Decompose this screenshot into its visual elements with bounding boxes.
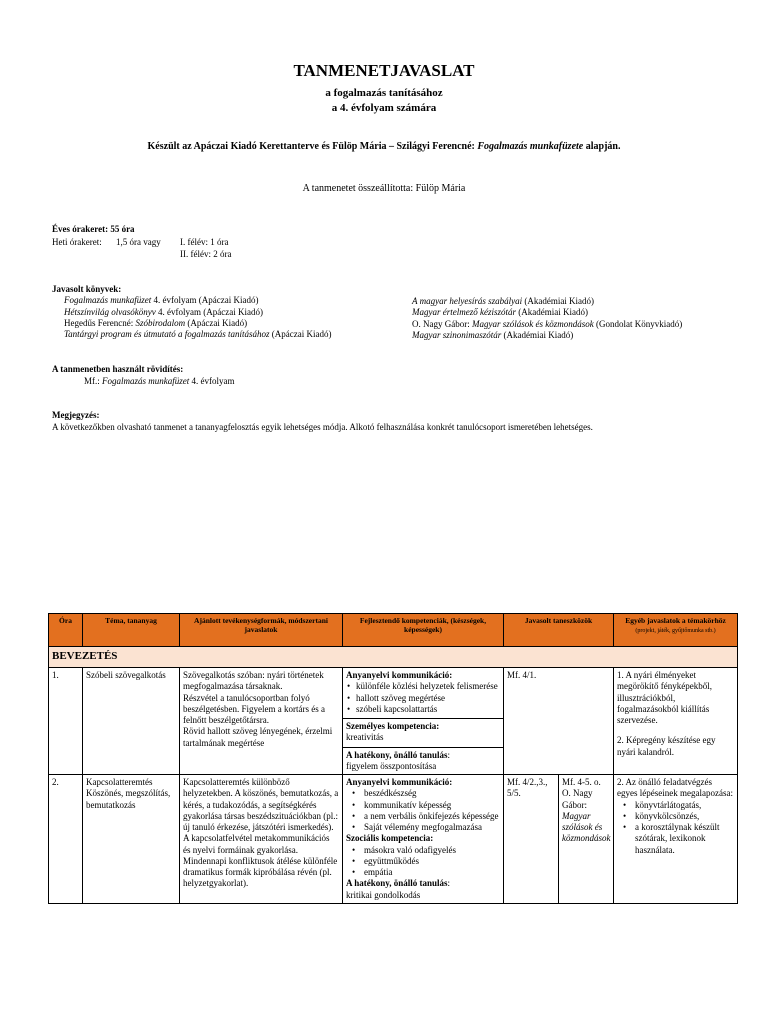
col-header-ajanlott: Ajánlott tevékenységformák, módszertani javaslatok bbox=[180, 614, 343, 647]
other-suggestion: 2. Az önálló feladatvégzés egyes lépéseinek megalapozása: bbox=[617, 777, 733, 799]
book-item bbox=[52, 307, 332, 318]
note-text: A következőkben olvasható tanmenet a tananyagfelosztás egyik lehetséges módja. Alkotó felhasználása konkrét tanulócsoport ismeretében lehetséges. bbox=[52, 422, 593, 432]
book-item bbox=[412, 319, 682, 330]
book-publisher: 4. évfolyam (Apáczai Kiadó) bbox=[155, 306, 263, 317]
book-publisher: (Akadémiai Kiadó) bbox=[515, 307, 588, 318]
competency-title-text: A hatékony, önálló tanulás bbox=[346, 878, 448, 889]
row-number: 2. bbox=[49, 775, 83, 904]
table-row bbox=[49, 668, 738, 775]
basis-suffix: alapján. bbox=[583, 141, 621, 152]
activity-text: Mindennapi konfliktusok átélése különféle dramatikus formák kipróbálása révén (pl. helyzetgyakorlat). bbox=[183, 855, 338, 889]
book-author: Hegedűs Ferencné: bbox=[64, 317, 136, 328]
competency-title: Személyes kompetencia: bbox=[346, 721, 440, 731]
topic-line: Köszönés, megszólítás, bemutatkozás bbox=[86, 788, 171, 810]
subtitle-line-2: a 4. évfolyam számára bbox=[331, 102, 437, 114]
competency-text: kritikai gondolkodás bbox=[346, 889, 421, 900]
row-topic: Szóbeli szövegalkotás bbox=[83, 668, 180, 775]
col-header-eszkozok: Javasolt taneszközök bbox=[504, 614, 614, 647]
competency-list bbox=[346, 788, 500, 833]
tools-author: O. Nagy Gábor: bbox=[562, 788, 593, 810]
author-line: A tanmenetet összeállította: Fülöp Mária bbox=[302, 183, 466, 194]
abbrev-grade: 4. évfolyam bbox=[189, 376, 235, 386]
book-title: Magyar értelmező kéziszótár bbox=[412, 307, 516, 318]
competency-list bbox=[346, 845, 500, 879]
activity-text: Részvétel a tanulócsoportban folyó beszélgetésben. Figyelem a kortárs és a felnőtt beszélgetőtársra. bbox=[183, 692, 325, 725]
competency-item: • kommunikatív képesség bbox=[364, 800, 500, 811]
row-activities bbox=[180, 668, 343, 775]
abbrev-key: Mf.: bbox=[84, 376, 102, 386]
table-header-row bbox=[49, 614, 738, 647]
competency-title: A hatékony, önálló tanulás: bbox=[346, 878, 451, 889]
book-item bbox=[52, 318, 332, 329]
competency-title-text: Anyanyelvi kommunikáció bbox=[346, 777, 450, 787]
competency-title: A hatékony, önálló tanulás: bbox=[346, 749, 451, 760]
book-item bbox=[412, 296, 682, 307]
other-item: • könyvkölcsönzés, bbox=[635, 811, 734, 822]
tools-book-title: Magyar szólások és közmondások bbox=[562, 810, 611, 844]
book-publisher: (Akadémiai Kiadó) bbox=[522, 296, 595, 306]
competency-item: • szóbeli kapcsolattartás bbox=[356, 704, 500, 715]
book-item bbox=[412, 330, 682, 341]
competency-list bbox=[346, 681, 500, 715]
competency-item: • hallott szöveg megértése bbox=[356, 693, 500, 704]
row-topic bbox=[83, 775, 180, 904]
book-title: Hétszínvilág olvasókönyv bbox=[64, 306, 156, 317]
col-header-egyeb-label: Egyéb javaslatok a témakörhöz bbox=[625, 616, 726, 625]
col-header-fejlesztendo: Fejlesztendő kompetenciák, (készségek, képességek) bbox=[343, 614, 504, 647]
subtitle-line-1: a fogalmazás tanításához bbox=[325, 87, 443, 99]
weekly-hours-label: Heti órakeret: bbox=[52, 237, 102, 247]
annual-hours: Éves órakeret: 55 óra bbox=[52, 224, 135, 234]
col-header-egyeb bbox=[614, 614, 738, 647]
competency-item: • beszédkészség bbox=[364, 788, 500, 799]
other-item: • könyvtárlátogatás, bbox=[635, 800, 734, 811]
basis-line bbox=[0, 141, 768, 154]
book-title: Magyar szinonimaszótár bbox=[412, 329, 502, 340]
books-heading: Javasolt könyvek: bbox=[52, 284, 122, 294]
semester-2-hours: II. félév: 2 óra bbox=[180, 249, 232, 259]
row-competencies bbox=[343, 775, 504, 904]
book-publisher: (Apáczai Kiadó) bbox=[269, 329, 332, 339]
row-other bbox=[614, 775, 738, 904]
book-title: Tantárgyi program és útmutató a fogalmazás tanításához bbox=[64, 329, 270, 339]
other-suggestion: 2. Képregény készítése egy nyári kalandról. bbox=[617, 735, 716, 757]
other-suggestion: 1. A nyári élményeket megörökítő fényképekből, illusztrációkból, fogalmazásokból kiállítás szervezése. bbox=[617, 670, 712, 725]
competency-title-text: Szociális kompetencia bbox=[346, 833, 431, 844]
book-publisher: (Gondolat Könyvkiadó) bbox=[593, 318, 683, 329]
activity-text: Rövid hallott szöveg lényegének, érzelmi tartalmának megértése bbox=[183, 726, 333, 748]
activity-text: Szövegalkotás szóban: nyári történetek megfogalmazása társaknak. bbox=[183, 670, 324, 692]
book-title: A magyar helyesírás szabályai bbox=[412, 296, 523, 306]
competency-title: Anyanyelvi kommunikáció: bbox=[346, 670, 453, 680]
divider bbox=[343, 718, 503, 719]
row-activities bbox=[180, 775, 343, 904]
divider bbox=[343, 747, 503, 748]
table-row bbox=[49, 775, 738, 904]
book-publisher: (Akadémiai Kiadó) bbox=[501, 329, 574, 340]
competency-title: Szociális kompetencia: bbox=[346, 833, 434, 844]
row-tools-b bbox=[559, 775, 614, 904]
basis-prefix: Készült az Apáczai Kiadó Kerettanterve és Fülöp Mária – Szilágyi Ferencné: bbox=[147, 141, 478, 152]
col-header-ora: Óra bbox=[49, 614, 83, 647]
book-item bbox=[52, 329, 332, 340]
row-tools: Mf. 4/1. bbox=[504, 668, 614, 775]
topic-line: Kapcsolatteremtés bbox=[86, 777, 153, 787]
row-number: 1. bbox=[49, 668, 83, 775]
book-title: Magyar szólások és közmondások bbox=[472, 318, 594, 329]
competency-item: • különféle közlési helyzetek felismerése bbox=[356, 681, 500, 692]
competency-title-text: Anyanyelvi kommunikáció bbox=[346, 670, 450, 680]
col-header-tema: Téma, tananyag bbox=[83, 614, 180, 647]
book-item bbox=[52, 295, 332, 306]
weekly-hours-value: 1,5 óra vagy bbox=[116, 237, 161, 247]
book-item bbox=[412, 307, 682, 318]
competency-item: • empátia bbox=[364, 867, 500, 878]
book-publisher: (Apáczai Kiadó) bbox=[185, 317, 248, 328]
abbrev-heading: A tanmenetben használt rövidítés: bbox=[52, 364, 184, 374]
competency-item: • Saját vélemény megfogalmazása bbox=[364, 822, 500, 833]
section-title: BEVEZETÉS bbox=[49, 647, 738, 668]
competency-text: kreativitás bbox=[346, 732, 384, 743]
competency-title: Anyanyelvi kommunikáció: bbox=[346, 777, 453, 787]
other-item: • a korosztálynak készült szótárak, lexikonok használata. bbox=[635, 822, 734, 856]
tools-pages: Mf. 4-5. o. bbox=[562, 777, 601, 787]
other-list bbox=[617, 800, 734, 856]
document-title: TANMENETJAVASLAT bbox=[293, 61, 475, 80]
books-left-column bbox=[52, 284, 332, 340]
basis-workbook: Fogalmazás munkafüzete bbox=[477, 141, 584, 152]
abbrev-line bbox=[84, 376, 235, 387]
activity-text: Kapcsolatteremtés különböző helyzetekben. A köszönés, bemutatkozás, a kérés, a tudakozódás, a segítségkérés gyakorlása társas beszédszituációkban (pl.: új tanuló érkezése, játszótéri ismerkedés). bbox=[183, 777, 339, 832]
row-competencies bbox=[343, 668, 504, 775]
note-heading: Megjegyzés: bbox=[52, 410, 100, 420]
section-row bbox=[49, 647, 738, 668]
competency-title-text: A hatékony, önálló tanulás bbox=[346, 749, 448, 760]
competency-item: • együttműködés bbox=[364, 856, 500, 867]
competency-text: figyelem összpontosítása bbox=[346, 760, 437, 771]
book-title: Fogalmazás munkafüzet bbox=[64, 295, 152, 306]
competency-item: • a nem verbális önkifejezés képessége bbox=[364, 811, 500, 822]
book-publisher: 4. évfolyam (Apáczai Kiadó) bbox=[151, 295, 259, 306]
abbrev-title: Fogalmazás munkafüzet bbox=[102, 376, 190, 386]
row-tools-a: Mf. 4/2.,3., 5/5. bbox=[504, 775, 559, 904]
competency-title-text: Személyes kompetencia bbox=[346, 721, 437, 731]
col-header-egyeb-note: (projekt, játék, gyűjtőmunka stb.) bbox=[635, 628, 716, 635]
books-right-column bbox=[412, 296, 682, 341]
competency-item: • másokra való odafigyelés bbox=[364, 845, 500, 856]
activity-text: A kapcsolatfelvétel metakommunikációs és nyelvi formáinak gyakorlása. bbox=[183, 833, 330, 855]
row-other bbox=[614, 668, 738, 775]
book-author: O. Nagy Gábor: bbox=[412, 318, 472, 329]
book-title: Szóbirodalom bbox=[135, 317, 186, 328]
semester-1-hours: I. félév: 1 óra bbox=[180, 237, 229, 247]
plan-table bbox=[48, 613, 738, 904]
